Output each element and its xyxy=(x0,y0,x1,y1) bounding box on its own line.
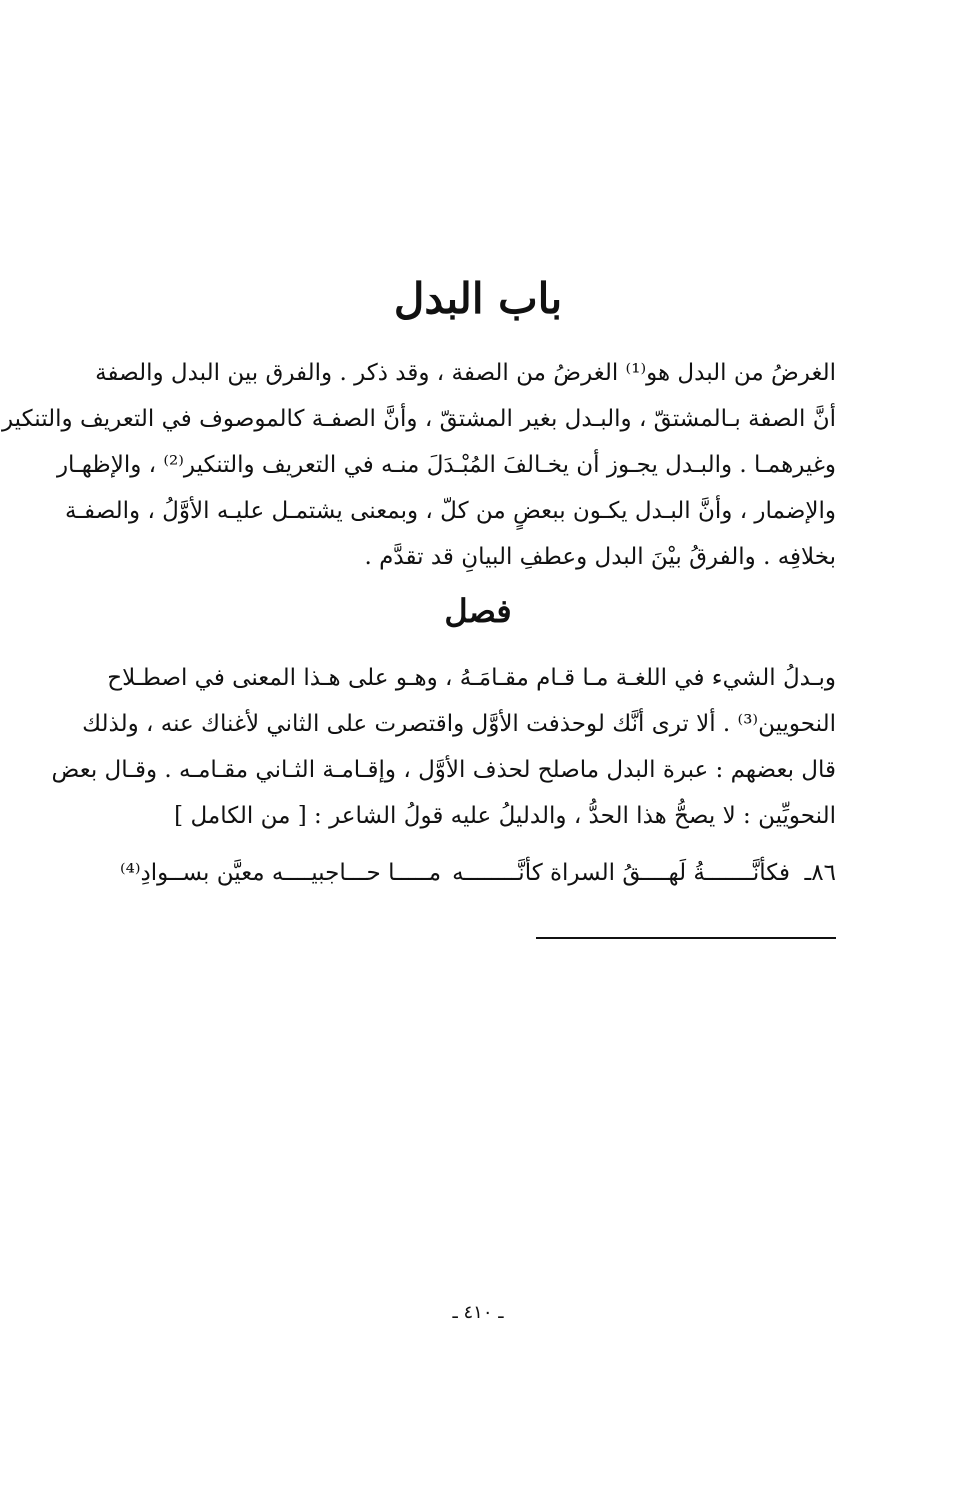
verse-second-hemistich: مـــــا حـــاجبيــــه معيَّن بســوادِ⁽⁴⁾ xyxy=(120,860,442,886)
poetry-verse xyxy=(120,850,836,896)
paragraph-1-line: أنَّ الصفة بـالمشتقّ ، والبـدل بغير المشتقّ ، وأنَّ الصفـة كالموصوف في التعريف والتنكير xyxy=(1,406,836,432)
paragraph-2-line: النحويِّين : لا يصحُّ هذا الحدُّ ، والدليلُ عليه قولُ الشاعر : [ من الكامل ] xyxy=(174,803,836,829)
page-number: ـ ٤١٠ ـ xyxy=(452,1302,504,1323)
paragraph-1-line: والإضمار ، وأنَّ البـدل يكـون ببعضٍ من كلّ ، وبمعنى يشتمـل عليـه الأوَّلُ ، والصفـة xyxy=(64,498,836,524)
paragraph-1-line: الغرضُ من البدل هو⁽¹⁾ الغرضُ من الصفة ، وقد ذكر . والفرق بين البدل والصفة xyxy=(95,360,836,386)
paragraph-2-line: وبـدلُ الشيء في اللغـة مـا قـام مقـامَـهُ ، وهـو على هـذا المعنى في اصطـلاح xyxy=(107,665,836,691)
verse-number: ٨٦ـ xyxy=(804,860,836,886)
chapter-title: باب البدل xyxy=(393,274,563,323)
footnote-separator xyxy=(536,937,836,939)
paragraph-1-line: وغيرهمـا . والبـدل يجـوز أن يخـالفَ المُبْـدَلَ منـه في التعريف والتنكير⁽²⁾ ، والإظهـار xyxy=(56,452,836,478)
paragraph-2-line: قال بعضهم : عبرة البدل ماصلح لحذف الأوَّل ، وإقـامـة الثـاني مقـامـه . وقـال بعض xyxy=(51,757,836,783)
paragraph-2-line: النحويين⁽³⁾ . ألا ترى أنَّك لوحذفت الأوَّل واقتصرت على الثاني لأغناك عنه ، ولذلك xyxy=(82,711,836,737)
paragraph-1-line: بخلافِه . والفرقُ بيْنَ البدل وعطفِ البيانِ قد تقدَّم . xyxy=(364,544,836,570)
section-title: فصل xyxy=(444,592,512,630)
verse-first-hemistich: فكأنَّـــــــةُ لَهــــقُ السراة كأنَّــــــــه xyxy=(452,860,790,886)
